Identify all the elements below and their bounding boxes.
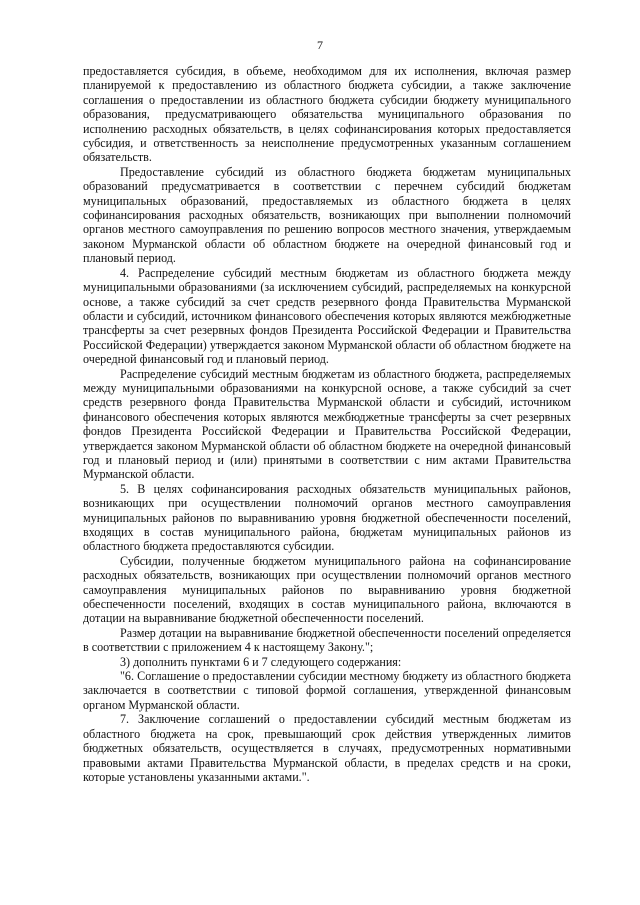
paragraph-subsidy-amount: Размер дотации на выравнивание бюджетной обеспеченности поселений определяется в соответствии с приложением 4 к настоящему Закону."; [83, 625, 571, 655]
paragraph-competitive-distribution: Распределение субсидий местным бюджетам из областного бюджета, распределяемых между муниципальными образованиями на конкурсной основе, а также субсидий за счет средств резервного фонда Правительства Мурманской области и субсидий, источником финансового обеспечения которых являются межбюджетные трансферты за счет резервных фондов Президента Российской Федерации и Правительства Российской Федерации, утверждается законом Мурманской области об областном бюджете на очередной финансовый год и плановый период и (или) принятыми в соответствии с ним актами Правительства Мурманской области. [83, 366, 571, 482]
paragraph-subsidy-list: Предоставление субсидий из областного бюджета бюджетам муниципальных образований предусматривается в соответствии с перечнем субсидий бюджетам муниципальных образований, предоставляемых из областного бюджета в целях софинансирования расходных обязательств, возникающих при выполнении полномочий органов местного самоуправления по решению вопросов местного значения, утверждаемым законом Мурманской области об областном бюджете на очередной финансовый год и плановый период. [83, 164, 571, 266]
paragraph-item-6: "6. Соглашение о предоставлении субсидии местному бюджету из областного бюджета заключается в соответствии с типовой формой соглашения, утвержденной финансовым органом Мурманской области. [83, 669, 571, 712]
paragraph-amendment-3: 3) дополнить пунктами 6 и 7 следующего содержания: [120, 654, 402, 669]
document-body [83, 64, 571, 784]
paragraph-item-4: 4. Распределение субсидий местным бюджетам из областного бюджета между муниципальными образованиями (за исключением субсидий, распределяемых на конкурсной основе, а также субсидий за счет средств резервного фонда Правительства Мурманской области и субсидий, источником финансового обеспечения которых являются межбюджетные трансферты за счет резервных фондов Президента Российской Федерации и Правительства Российской Федерации) утверждается законом Мурманской области об областном бюджете на очередной финансовый год и плановый период. [83, 265, 571, 367]
paragraph-item-5: 5. В целях софинансирования расходных обязательств муниципальных районов, возникающих при осуществлении полномочий органов местного самоуправления муниципальных районов по выравниванию уровня бюджетной обеспеченности поселений, входящих в состав муниципального района, бюджетам муниципальных районов из областного бюджета предоставляются субсидии. [83, 481, 571, 554]
paragraph-subsidies-included: Субсидии, полученные бюджетом муниципального района на софинансирование расходных обязательств, возникающих при осуществлении полномочий органов местного самоуправления муниципальных районов по выравниванию уровня бюджетной обеспеченности поселений, входящих в состав муниципального района, включаются в дотации на выравнивание бюджетной обеспеченности поселений. [83, 553, 571, 626]
paragraph-item-7: 7. Заключение соглашений о предоставлении субсидий местным бюджетам из областного бюджета на срок, превышающий срок действия утвержденных лимитов бюджетных обязательств, осуществляется в случаях, предусмотренных нормативными правовыми актами Правительства Мурманской области, в пределах средств и на сроки, которые установлены указанными актами.". [83, 712, 571, 784]
paragraph-continuation: предоставляется субсидия, в объеме, необходимом для их исполнения, включая размер планируемой к предоставлению из областного бюджета субсидии, а также заключение соглашения о предоставлении из областного бюджета субсидии бюджету муниципального образования, предусматривающего обязательства муниципального образования по исполнению расходных обязательств, в целях софинансирования которых предоставляется субсидия, и ответственность за неисполнение предусмотренных указанным соглашением обязательств. [83, 64, 571, 165]
page-number: 7 [317, 38, 323, 52]
